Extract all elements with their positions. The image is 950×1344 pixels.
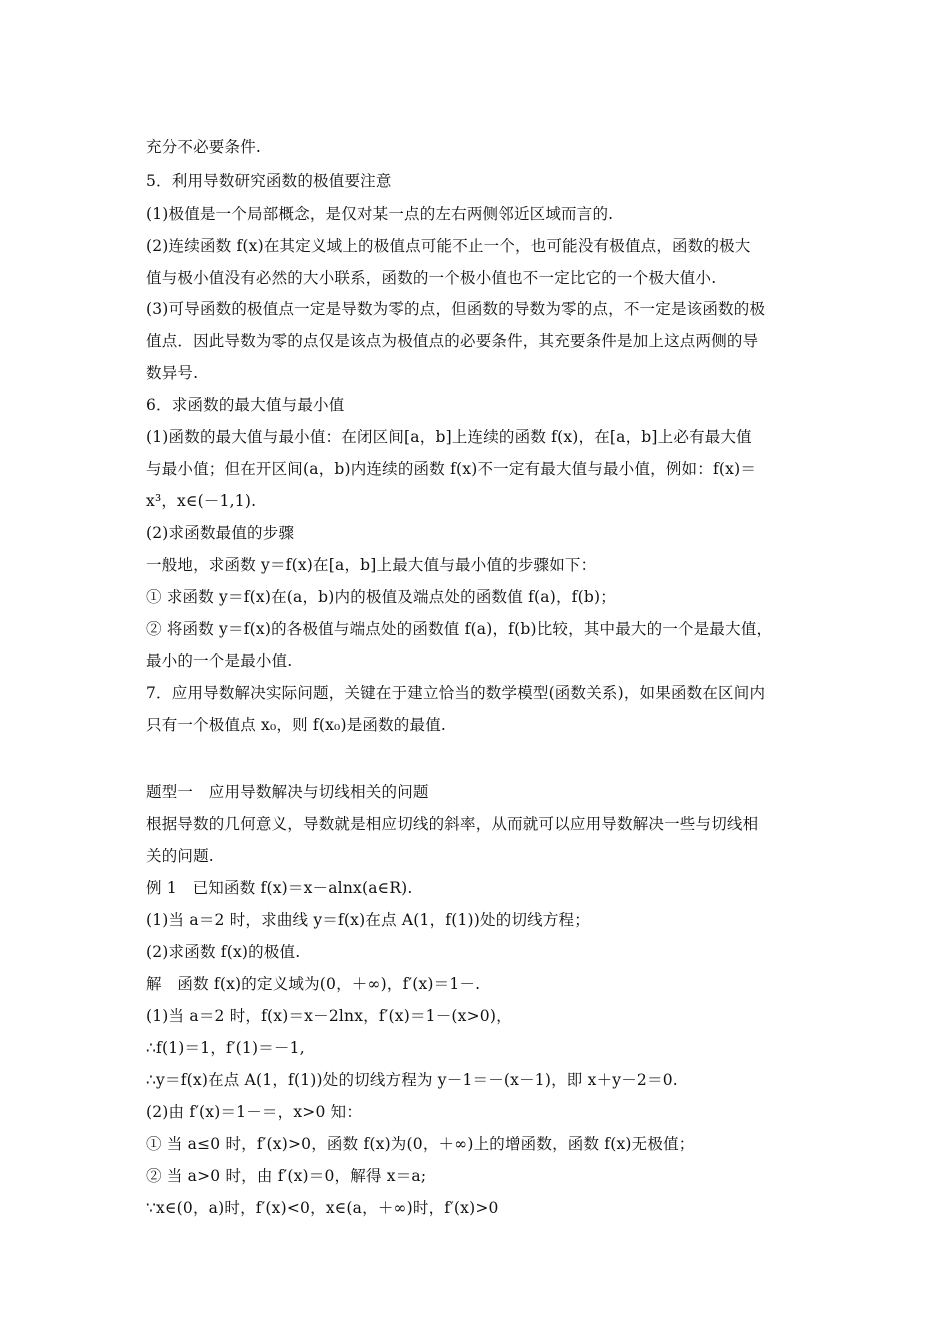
text-line: ∴y＝f(x)在点 A(1，f(1))处的切线方程为 y－1＝－(x－1)，即 x＋y－2＝0. <box>146 1071 678 1089</box>
text-line: 值与极小值没有必然的大小联系，函数的一个极小值也不一定比它的一个极大值小. <box>146 269 717 287</box>
text-line: ∴f(1)＝1，f′(1)＝－1, <box>146 1039 305 1057</box>
text-line: (1)极值是一个局部概念，是仅对某一点的左右两侧邻近区域而言的. <box>146 205 614 223</box>
text-line: (2)连续函数 f(x)在其定义域上的极值点可能不止一个，也可能没有极值点，函数的极大 <box>146 237 751 255</box>
text-line: ① 当 a≤0 时，f′(x)>0，函数 f(x)为(0，＋∞)上的增函数，函数 f(x)无极值； <box>146 1135 695 1153</box>
text-line: 值点．因此导数为零的点仅是该点为极值点的必要条件，其充要条件是加上这点两侧的导 <box>146 332 759 350</box>
section-heading: 5．利用导数研究函数的极值要注意 <box>146 172 392 190</box>
topic-heading: 题型一 应用导数解决与切线相关的问题 <box>146 783 429 801</box>
text-line: 只有一个极值点 x₀，则 f(x₀)是函数的最值. <box>146 716 447 734</box>
text-line: 与最小值；但在开区间(a，b)内连续的函数 f(x)不一定有最大值与最小值，例如：f(x)＝ <box>146 460 757 478</box>
text-line: ∵x∈(0，a)时，f′(x)<0，x∈(a，＋∞)时，f′(x)>0 <box>146 1199 499 1217</box>
text-line: (2)求函数 f(x)的极值. <box>146 943 301 961</box>
section-heading: 6．求函数的最大值与最小值 <box>146 396 345 414</box>
text-line: (2)求函数最值的步骤 <box>146 524 295 542</box>
text-line: 最小的一个是最小值. <box>146 652 293 670</box>
text-line: 数异号. <box>146 364 199 382</box>
example-heading: 例 1 已知函数 f(x)＝x－alnx(a∈R). <box>146 879 413 897</box>
text-line: ① 求函数 y＝f(x)在(a，b)内的极值及端点处的函数值 f(a)，f(b)； <box>146 588 616 606</box>
text-line: (1)当 a＝2 时，求曲线 y＝f(x)在点 A(1，f(1))处的切线方程； <box>146 911 590 929</box>
text-line: (1)函数的最大值与最小值：在闭区间[a，b]上连续的函数 f(x)，在[a，b]上必有最大值 <box>146 428 752 446</box>
text-line: (3)可导函数的极值点一定是导数为零的点，但函数的导数为零的点，不一定是该函数的极 <box>146 300 766 318</box>
text-line: x³，x∈(－1,1). <box>146 492 257 510</box>
text-line: 一般地，求函数 y＝f(x)在[a，b]上最大值与最小值的步骤如下： <box>146 556 597 574</box>
text-line: ② 当 a>0 时，由 f′(x)＝0，解得 x＝a; <box>146 1167 427 1185</box>
text-line: 充分不必要条件. <box>146 138 262 156</box>
solution-line: 解 函数 f(x)的定义域为(0，＋∞)，f′(x)＝1－. <box>146 975 481 993</box>
section-heading: 7．应用导数解决实际问题，关键在于建立恰当的数学模型(函数关系)，如果函数在区间内 <box>146 684 766 702</box>
text-line: ② 将函数 y＝f(x)的各极值与端点处的函数值 f(a)，f(b)比较，其中最大的一个是最大值， <box>146 620 773 638</box>
text-line: (1)当 a＝2 时，f(x)＝x－2lnx，f′(x)＝1－(x>0)， <box>146 1007 512 1025</box>
text-line: 关的问题. <box>146 847 214 865</box>
text-line: 根据导数的几何意义，导数就是相应切线的斜率，从而就可以应用导数解决一些与切线相 <box>146 815 759 833</box>
text-line: (2)由 f′(x)＝1－＝，x>0 知： <box>146 1103 363 1121</box>
